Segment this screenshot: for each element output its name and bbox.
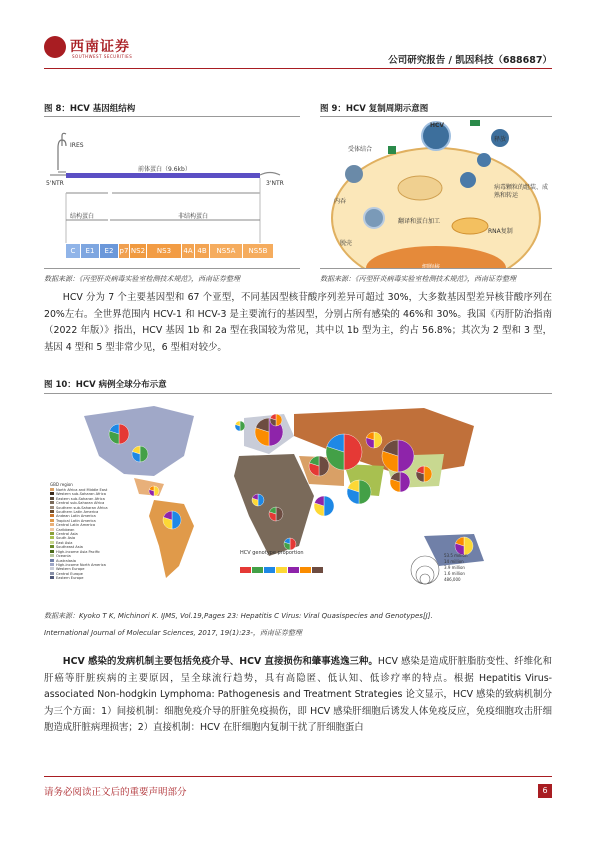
page-number: 6 — [538, 784, 552, 798]
segment-4a: 4A — [182, 244, 194, 258]
legend-label: Southern sub-Saharan Africa — [56, 505, 108, 510]
paragraph-genotypes: HCV 分为 7 个主要基因型和 67 个亚型，不同基因型核苷酸序列差异可超过 30%，大多数基因型差异核苷酸序列在 20%左右。全世界范围内 HCV-1 和 HCV-3 是主要流行的基因型，分别占所有感染的 46%和 30%。我国《丙肝防治指南（2022 年版）》指出，HCV 基因 1b 和 2a 型在我国较为常见，其中以 1b 型为主，约占 56.8%；其次为 2 型和 3 型，基因 4 型和 5 型非常少见，6 型相对较少。 — [44, 292, 552, 353]
segment-ns2: NS2 — [130, 244, 146, 258]
legend-label: Central Asia — [56, 532, 78, 537]
logo-text: 西南证券 — [70, 39, 130, 55]
logo-subtext: SOUTHWEST SECURITIES — [72, 54, 133, 59]
ires-label: IRES — [70, 142, 84, 149]
legend-label: Southern Latin America — [56, 510, 99, 515]
legend-label: Western sub-Saharan Africa — [56, 492, 106, 497]
segment-p7: p7 — [119, 244, 129, 258]
legend-swatch — [50, 492, 54, 495]
legend-swatch — [50, 497, 54, 500]
segment-e1: E1 — [81, 244, 99, 258]
utr-3-line — [260, 173, 280, 176]
legend-label: Eastern Europe — [56, 576, 84, 581]
legend-label: High-income North America — [56, 562, 106, 567]
figure8-bottom-rule — [44, 268, 300, 269]
rna-replication-site — [452, 218, 488, 234]
endocytosis-label: 内吞 — [334, 198, 347, 205]
legend-list — [50, 488, 120, 581]
report-label: 公司研究报告 / 凯因科技（688687） — [388, 55, 552, 66]
ires-structure — [58, 133, 66, 170]
legend-label: Central sub-Saharan Africa — [56, 501, 105, 506]
genotype-swatch — [240, 567, 251, 573]
legend-label: High-income Asia Pacific — [56, 549, 100, 554]
company-logo — [44, 36, 66, 58]
figure9-rule — [320, 116, 552, 117]
footer-disclaimer: 请务必阅读正文后的重要声明部分 — [44, 787, 187, 798]
figure10-source-line2: International Journal of Molecular Sciences, 2017, 19(1):23-，西南证券整理 — [44, 629, 302, 637]
rna-replication-label: RNA复制 — [488, 228, 513, 235]
legend-swatch — [50, 550, 54, 553]
africa-shape — [234, 454, 314, 556]
genotype-swatch — [312, 567, 323, 573]
header-rule — [44, 68, 552, 69]
size-legend-label: 14 million — [444, 559, 464, 564]
legend-label: Central Europe — [56, 571, 83, 576]
hcv-label: HCV — [430, 122, 445, 129]
legend-swatch — [50, 528, 54, 531]
legend-swatch — [50, 541, 54, 544]
map-legend — [50, 482, 120, 581]
size-legend — [410, 550, 440, 594]
pathogenesis-text: HCV 感染是造成肝脏脂肪变性、纤维化和肝癌等肝脏疾病的主要原因，呈全球流行趋势，具有高隐匿、低认知、低诊疗率的特点。根据 Hepatitis Virus-associated Non-hodgkin Lymphoma: Pathogenesis and Treatment Strategies 论文显示，HCV 感染的致病机制分为三个方面：1）间接机制：细胞免疫介导的肝脏免疫损伤，即 HCV 感染肝细胞后诱发人体免疫反应，免疫细胞攻击肝细胞造成肝脏病理损害；2）直接机制：HCV 在肝细胞内复制干扰了肝细胞蛋白 — [44, 656, 552, 733]
legend-swatch — [50, 488, 54, 491]
legend-label: Andean Latin America — [56, 514, 96, 519]
label-3ntr: 3'NTR — [266, 180, 284, 187]
legend-swatch — [50, 572, 54, 575]
genotype-swatch — [264, 567, 275, 573]
virus-particle-2 — [477, 153, 491, 167]
legend-swatch — [50, 506, 54, 509]
genotype-swatches — [240, 558, 324, 577]
figure10-rule — [44, 393, 552, 394]
release-label: 释放 — [494, 136, 507, 143]
endocytosis-vesicle — [345, 165, 363, 183]
figure10-title: 图 10：HCV 病例全球分布示意 — [44, 380, 167, 390]
legend-label: Central Latin America — [56, 523, 96, 528]
legend-swatch — [50, 545, 54, 548]
footer-rule — [44, 776, 552, 777]
segment-ns3: NS3 — [147, 244, 181, 258]
legend-label: Western Europe — [56, 567, 85, 572]
size-legend-label: 3.9 million — [444, 565, 465, 570]
legend-swatch — [50, 563, 54, 566]
genotype-swatch — [276, 567, 287, 573]
figure8-title: 图 8：HCV 基因组结构 — [44, 104, 136, 114]
genotype-swatch — [300, 567, 311, 573]
segment-c: C — [66, 244, 80, 258]
legend-label: Australasia — [56, 558, 76, 563]
figure9-bottom-rule — [320, 268, 552, 269]
nucleus-label — [422, 262, 440, 271]
nonstructural-label: 非结构蛋白 — [178, 213, 209, 220]
paragraph-pathogenesis — [44, 654, 552, 737]
legend-label: Caribbean — [56, 527, 75, 532]
genotype-legend-title: HCV genotype proportion — [240, 550, 304, 556]
figure8-source: 数据来源：《丙型肝炎病毒实验室检测技术规范》，西南证券整理 — [44, 275, 240, 283]
legend-title: GBD region — [50, 482, 73, 487]
north-america-shape — [84, 406, 194, 476]
receptor-binding-label: 受体结合 — [348, 146, 373, 153]
legend-swatch — [50, 501, 54, 504]
size-legend-label: 1.6 million — [444, 571, 465, 576]
legend-item — [50, 576, 120, 580]
figure10-source-line1: 数据来源：Kyoko T K, Michinori K. IJMS, Vol.19,Pages 23: Hepatitis C Virus: Viral Quasispecies and Genotypes[J]. — [44, 612, 433, 620]
er-membrane — [398, 176, 442, 200]
legend-label: East Asia — [56, 540, 73, 545]
orf-bar — [66, 173, 260, 178]
pathogenesis-bold: HCV 感染的发病机制主要包括免疫介导、HCV 直接损伤和肇事逃逸三种。 — [62, 656, 378, 667]
virus-assembly-label: 病毒颗粒的组装、成熟和转运 — [494, 184, 549, 199]
size-legend-labels — [444, 553, 468, 583]
figure9-source: 数据来源：《丙型肝炎病毒实验室检测技术规范》，西南证券整理 — [320, 275, 516, 283]
structural-label: 结构蛋白 — [70, 213, 95, 220]
legend-swatch — [50, 536, 54, 539]
legend-swatch — [50, 510, 54, 513]
protein-segments — [66, 244, 276, 263]
size-legend-label: 53.5 million — [444, 553, 468, 558]
legend-swatch — [50, 576, 54, 579]
legend-swatch — [50, 514, 54, 517]
receptor-marker — [388, 146, 396, 154]
segment-ns5a: NS5A — [210, 244, 242, 258]
central-america-shape — [134, 478, 164, 496]
legend-swatch — [50, 532, 54, 535]
legend-swatch — [50, 523, 54, 526]
legend-label: Oceania — [56, 554, 71, 559]
figure8-rule — [44, 116, 300, 117]
genotype-legend — [240, 550, 324, 577]
precursor-label: 前体蛋白（9.6kb） — [138, 166, 191, 173]
legend-swatch — [50, 559, 54, 562]
uncoating-vesicle — [364, 208, 384, 228]
legend-label: Southeast Asia — [56, 545, 83, 550]
uncoating-label: 脱壳 — [340, 240, 353, 247]
legend-swatch — [50, 519, 54, 522]
genotype-swatch — [288, 567, 299, 573]
legend-swatch — [50, 554, 54, 557]
segment-e2: E2 — [100, 244, 118, 258]
label-5ntr: 5'NTR — [46, 180, 64, 187]
legend-label: North Africa and Middle East — [56, 488, 108, 492]
virus-particle — [460, 172, 476, 188]
legend-label: Eastern sub-Saharan Africa — [56, 496, 105, 501]
segment-4b: 4B — [195, 244, 209, 258]
size-legend-circles — [410, 550, 440, 590]
translation-label: 翻译和蛋白加工 — [398, 218, 441, 225]
size-legend-label: 486,000 — [444, 577, 461, 582]
legend-label: South Asia — [56, 536, 76, 541]
figure9-title: 图 9：HCV 复制周期示意图 — [320, 104, 429, 114]
legend-swatch — [50, 567, 54, 570]
genotype-swatch — [252, 567, 263, 573]
release-marker — [470, 120, 480, 126]
genotype-pie-slice — [324, 496, 334, 516]
legend-label: Tropical Latin America — [56, 518, 96, 523]
segment-ns5b: NS5B — [243, 244, 273, 258]
